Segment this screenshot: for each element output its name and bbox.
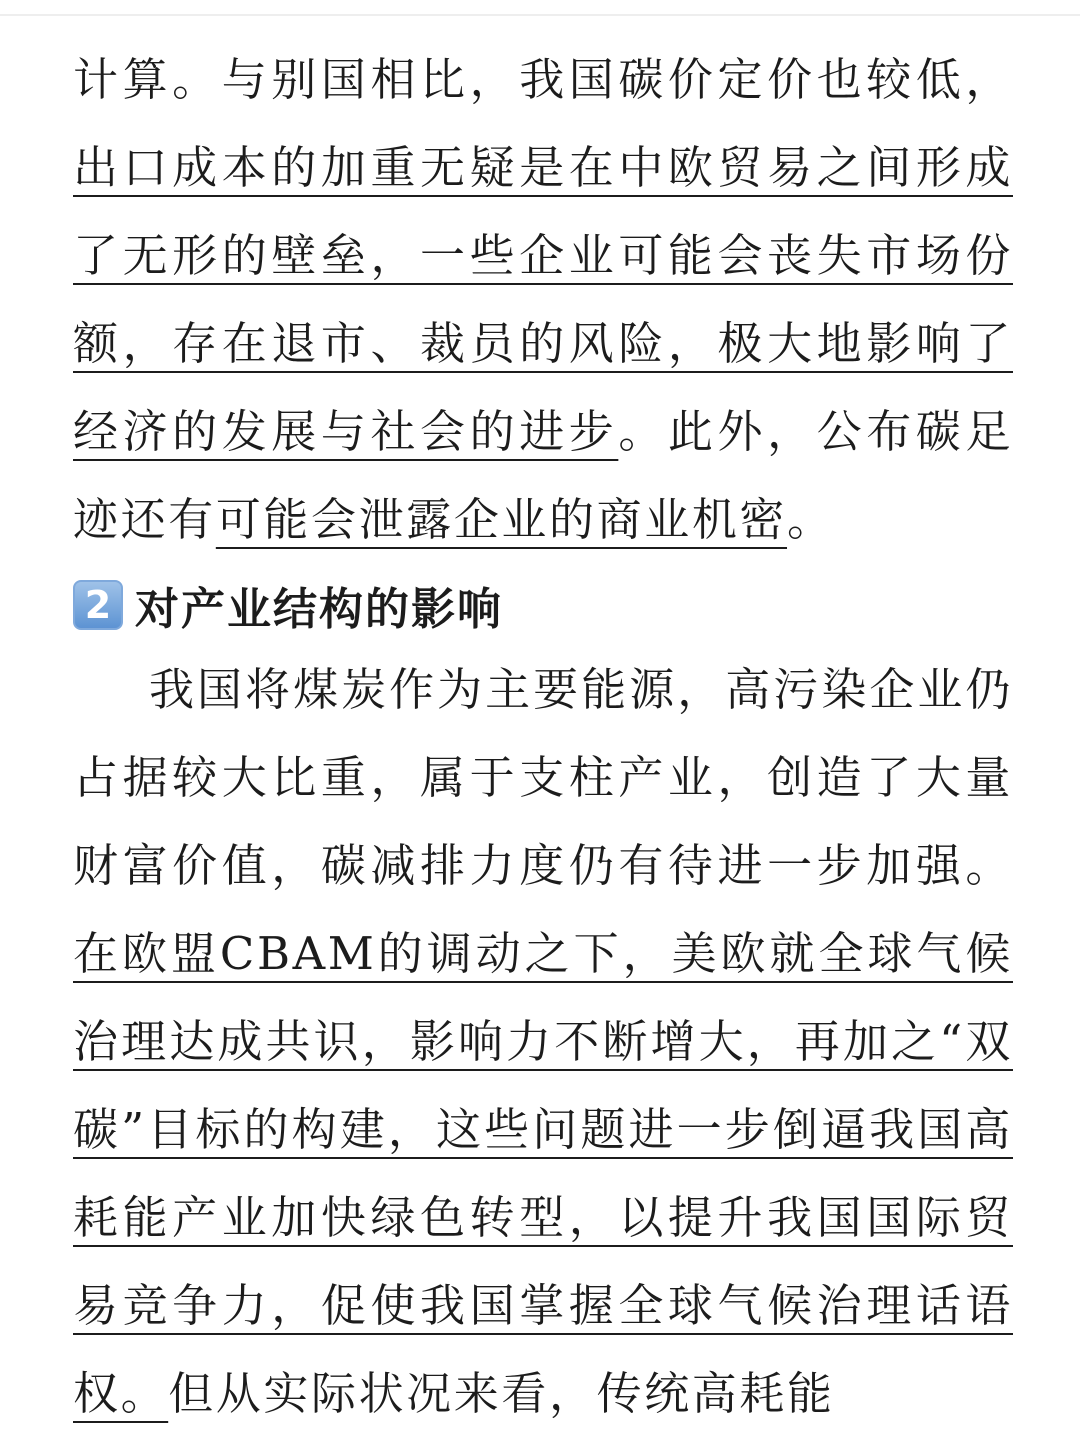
paragraph-industrial-structure [73,646,1013,1438]
underlined-text: 可能会泄露企业的商业机密 [215,493,788,546]
underlined-text: 在欧盟CBAM的调动之下，美欧就全球气候治理达成共识，影响力不断增大，再加之“双碳”目标的构建，这些问题进一步倒逼我国高耗能产业加快绿色转型，以提升我国国际贸易竞争力，促使我国掌握全球气候治理话语权。 [73,927,1013,1420]
text-segment: 。此外，公布碳足迹还有 [73,405,1013,546]
section-title: 对产业结构的影响 [135,584,503,635]
top-divider [0,14,1080,16]
number-two-emoji-icon: 2 [73,580,123,630]
text-segment: 。 [787,493,835,546]
article-body [73,36,1013,1438]
text-segment: 但从实际状况来看，传统高耗能 [168,1367,835,1420]
text-segment: 计算。与别国相比，我国碳价定价也较低， [73,53,1013,106]
section-heading [73,564,1013,646]
underlined-text: 出口成本的加重无疑是在中欧贸易之间形成了无形的壁垒，一些企业可能会丧失市场份额，存在退市、裁员的风险，极大地影响了经济的发展与社会的进步 [73,141,1013,458]
paragraph-carbon-pricing [73,36,1013,564]
text-segment: 我国将煤炭作为主要能源，高污染企业仍占据较大比重，属于支柱产业，创造了大量财富价值，碳减排力度仍有待进一步加强。 [73,663,1013,892]
